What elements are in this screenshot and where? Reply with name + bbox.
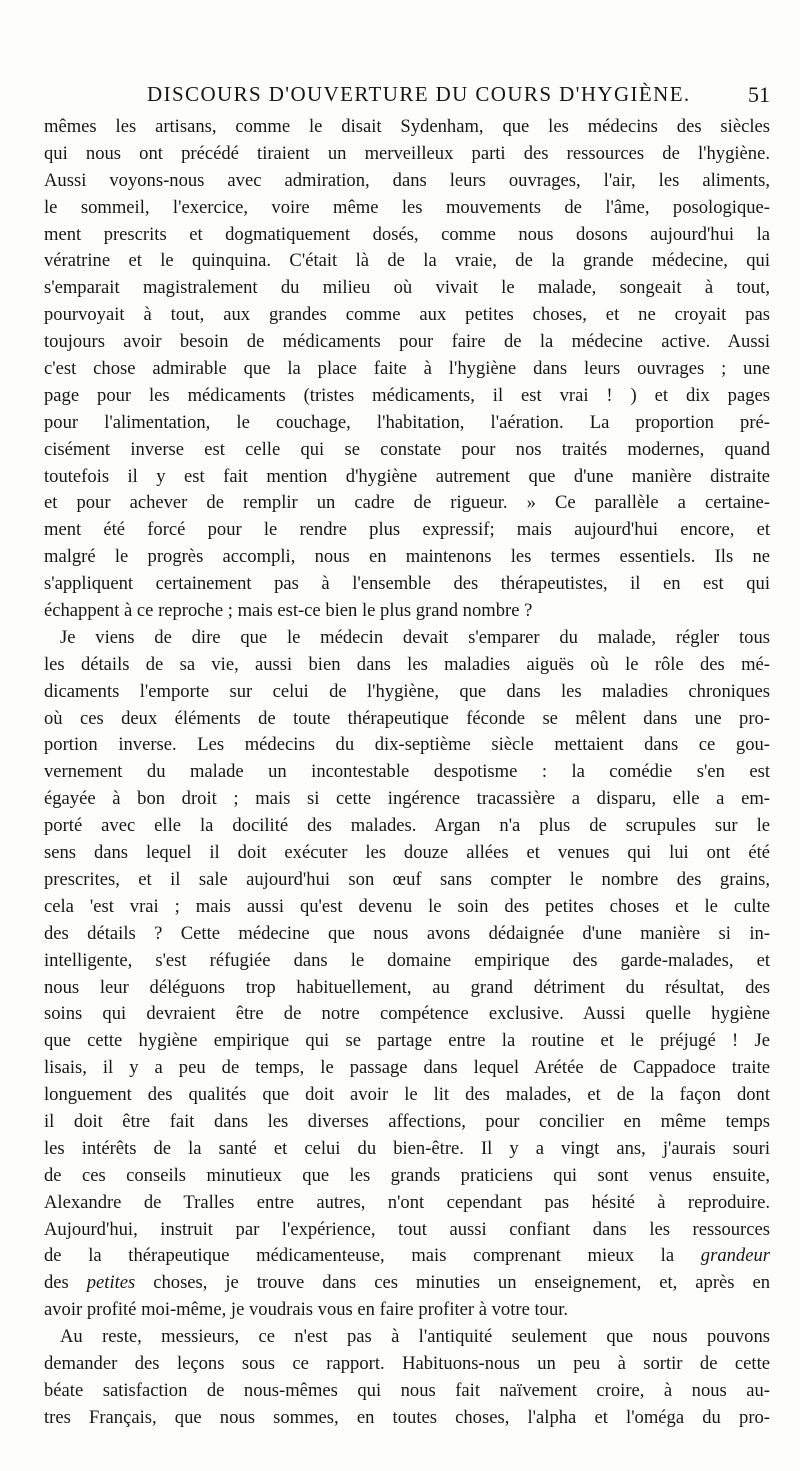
text-line: s'appliquent certainement pas à l'ensemble des thérapeutistes, il en est qui [44,573,770,595]
text-line: ment prescrits et dogmatiquement dosés, comme nous dosons aujourd'hui la [44,223,770,245]
text-line: avoir profité moi-même, je voudrais vous en faire profiter à votre tour. [44,1299,569,1321]
text-line: où ces deux éléments de toute thérapeutique féconde se mêlent dans une pro- [44,707,770,729]
text-line: soins qui devraient être de notre compétence exclusive. Aussi quelle hygiène [44,1003,770,1025]
text-line-with-italic [44,1243,770,1270]
text-segment: de la thérapeutique médicamenteuse, mais comprenant mieux la [44,1245,675,1267]
text-line: tres Français, que nous sommes, en toutes choses, l'alpha et l'oméga du pro- [44,1406,770,1428]
text-line: c'est chose admirable que la place faite à l'hygiène dans leurs ouvrages ; une [44,358,770,380]
text-line: il doit être fait dans les diverses affections, pour concilier en même temps [44,1110,770,1132]
text-line: béate satisfaction de nous-mêmes qui nous fait naïvement croire, à nous au- [44,1379,770,1401]
text-line: et pour achever de remplir un cadre de rigueur. » Ce parallèle a certaine- [44,492,770,514]
text-line: toujours avoir besoin de médicaments pour faire de la médecine active. Aussi [44,331,770,353]
text-line: des détails ? Cette médecine que nous avons dédaignée d'une manière si in- [44,922,770,944]
text-line: vernement du malade un incontestable despotisme : la comédie s'en est [44,761,770,783]
paragraph-start: Au reste, messieurs, ce n'est pas à l'antiquité seulement que nous pouvons [60,1326,770,1348]
text-line: les détails de sa vie, aussi bien dans les maladies aiguës où le rôle des mé- [44,653,770,675]
text-line: Aussi voyons-nous avec admiration, dans leurs ouvrages, l'air, les aliments, [44,169,770,191]
text-line: vératrine et le quinquina. C'était là de la vraie, de la grande médecine, qui [44,250,770,272]
text-line: page pour les médicaments (tristes médicaments, il est vrai ! ) et dix pages [44,384,770,406]
text-line: mêmes les artisans, comme le disait Sydenham, que les médecins des siècles [44,116,770,137]
text-line: malgré le progrès accompli, nous en maintenons les termes essentiels. Ils ne [44,546,770,568]
text-line: échappent à ce reproche ; mais est-ce bien le plus grand nombre ? [44,600,533,622]
text-line: s'emparait magistralement du milieu où vivait le malade, songeait à tout, [44,277,770,299]
text-line: intelligente, s'est réfugiée dans le domaine empirique des garde-malades, et [44,949,770,971]
text-line: sens dans lequel il doit exécuter les douze allées et venues qui lui ont été [44,842,770,864]
text-line: pour l'alimentation, le couchage, l'habitation, l'aération. La proportion pré- [44,411,770,433]
text-line: portion inverse. Les médecins du dix-septième siècle mettaient dans ce gou- [44,734,770,756]
text-line: égayée à bon droit ; mais si cette ingérence tracassière a disparu, elle a em- [44,788,770,810]
text-line: de ces conseils minutieux que les grands praticiens qui sont venus ensuite, [44,1164,770,1186]
text-line: toutefois il y est fait mention d'hygiène autrement que d'une manière distraite [44,465,770,487]
page-number: 51 [748,82,770,107]
page-header [40,78,770,112]
italic-word-grandeur: grandeur [700,1245,770,1267]
text-line: prescrites, et il sale aujourd'hui son œuf sans compter le nombre des grains, [44,868,770,890]
text-line: demander des leçons sous ce rapport. Habituons-nous un peu à sortir de cette [44,1352,770,1374]
text-segment: choses, je trouve dans ces minuties un enseignement, et, après en [135,1272,770,1294]
text-line-with-italic [44,1270,770,1297]
italic-word-petites: petites [86,1272,136,1294]
text-line: dicaments l'emporte sur celui de l'hygiène, que dans les maladies chroniques [44,680,770,702]
text-line: lisais, il y a peu de temps, le passage dans lequel Arétée de Cappadoce traite [44,1057,770,1079]
text-line: cisément inverse est celle qui se constate pour nos traités modernes, quand [44,438,770,460]
text-line: que cette hygiène empirique qui se partage entre la routine et le préjugé ! Je [44,1030,770,1052]
text-line: ment été forcé pour le rendre plus expressif; mais aujourd'hui encore, et [44,519,770,541]
text-line: Alexandre de Tralles entre autres, n'ont cependant pas hésité à reproduire. [44,1191,770,1213]
text-line: pourvoyait à tout, aux grandes comme aux petites choses, et ne croyait pas [44,304,770,326]
text-line: Aujourd'hui, instruit par l'expérience, tout aussi confiant dans les ressources [44,1218,770,1240]
text-line: qui nous ont précédé tiraient un merveilleux parti des ressources de l'hygiène. [44,142,770,164]
running-title: DISCOURS D'OUVERTURE DU COURS D'HYGIÈNE. [147,82,691,106]
text-line: porté avec elle la docilité des malades. Argan n'a plus de scrupules sur le [44,815,770,837]
text-line: longuement des qualités que doit avoir le lit des malades, et de la façon dont [44,1084,770,1106]
text-line: le sommeil, l'exercice, voire même les mouvements de l'âme, posologique- [44,196,770,218]
text-line: cela 'est vrai ; mais aussi qu'est devenu le soin des petites choses et le culte [44,895,770,917]
paragraph-start: Je viens de dire que le médecin devait s'emparer du malade, régler tous [60,626,770,648]
body-text [44,114,770,1432]
text-line: les intérêts de la santé et celui du bien-être. Il y a vingt ans, j'aurais souri [44,1137,770,1159]
text-line: nous leur déléguons trop habituellement, au grand détriment du résultat, des [44,976,770,998]
text-segment: des [44,1272,87,1294]
